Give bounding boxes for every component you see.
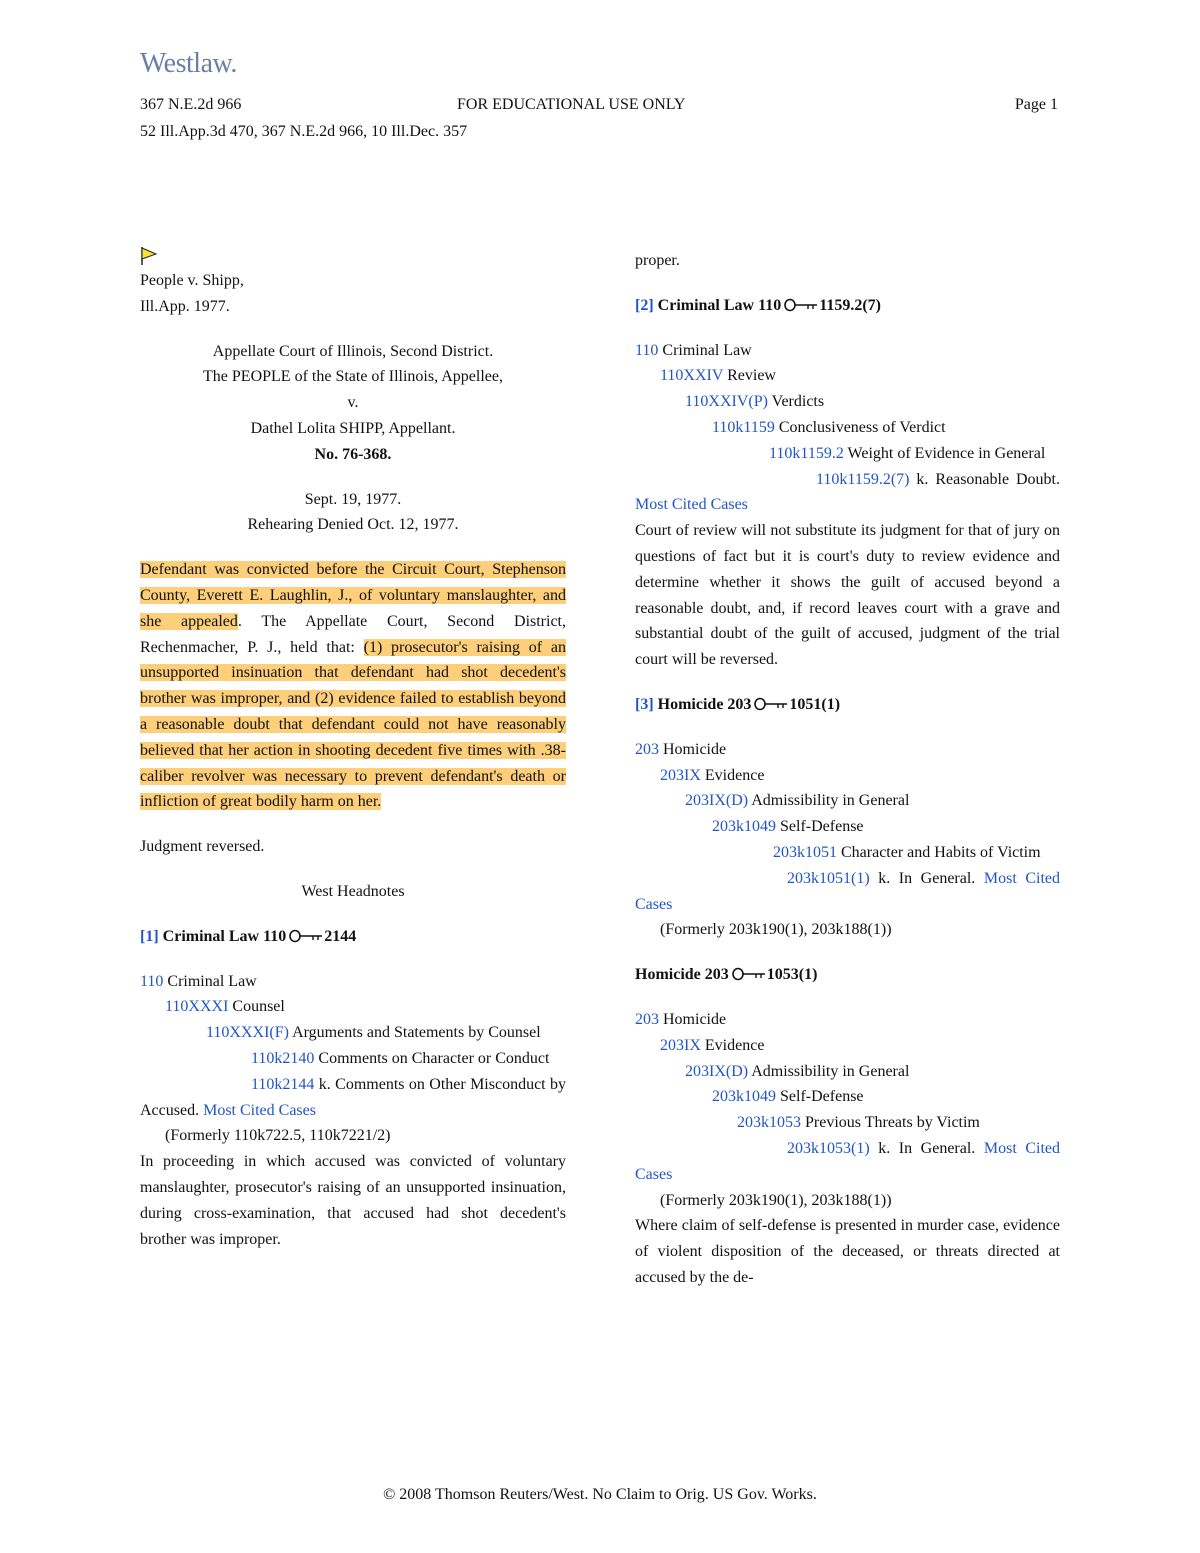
header-page: Page 1 xyxy=(1014,96,1058,113)
hn2-text: Court of review will not substitute its judgment for that of jury on questions of fact but it is court's duty to review evidence and determine whether it shows the guilt of accused beyond a reasonable doubt, and, if record leaves court with a grave and substantial doubt of the guilt of accused, judgment of the trial court will be reversed. xyxy=(635,522,1060,669)
hn2-level-3: 110XXIV(P) Verdicts xyxy=(685,393,825,411)
most-cited-cases-link[interactable]: Most Cited Cases xyxy=(635,869,1060,913)
parallel-citations: 52 Ill.App.3d 470, 367 N.E.2d 966, 10 Ill.Dec. 357 xyxy=(140,123,468,140)
most-cited-cases-link[interactable]: Most Cited Cases xyxy=(635,1139,1060,1183)
headnote-4-heading: Homicide 203 1053(1) xyxy=(635,966,818,984)
header-notice: FOR EDUCATIONAL USE ONLY xyxy=(457,96,686,113)
synopsis-highlight-1: Defendant was convicted before the Circuit Court, Stephenson County, Everett E. Laughlin, J., of voluntary manslaughter, and she appealed xyxy=(140,561,566,630)
headnote-1-link[interactable]: [1] xyxy=(140,927,159,945)
hn1-text: In proceeding in which accused was convicted of voluntary manslaughter, prosecutor's raising of an unsupported insinuation, during cross-examination, that accused had shot decedent's brother was improper. xyxy=(140,1153,566,1248)
synopsis xyxy=(140,557,566,815)
hn1-level-3: 110XXXI(F) Arguments and Statements by Counsel xyxy=(206,1024,541,1042)
headnote-2-link[interactable]: [2] xyxy=(635,296,654,314)
hn1-level-2: 110XXXI Counsel xyxy=(165,998,285,1016)
versus: v. xyxy=(347,394,359,412)
most-cited-cases-link[interactable]: Most Cited Cases xyxy=(635,496,748,514)
hn4-level-4: 203k1049 Self-Defense xyxy=(712,1088,864,1106)
hn4-level-6: 203k1053(1) k. In General. Most Cited Cases xyxy=(635,1139,1060,1183)
hn4-level-3: 203IX(D) Admissibility in General xyxy=(685,1062,910,1080)
headnote-1-heading: [1] Criminal Law 110 2144 xyxy=(140,927,357,945)
headnote-2-heading: [2] Criminal Law 110 1159.2(7) xyxy=(635,296,881,314)
hn3-level-4: 203k1049 Self-Defense xyxy=(712,818,864,836)
right-column xyxy=(635,248,1060,1291)
hn1-text-continued: proper. xyxy=(635,252,680,269)
synopsis-text: . The Appellate Court, Second District, Rechenmacher, P. J., held that: xyxy=(140,612,567,656)
hn3-formerly: (Formerly 203k190(1), 203k188(1)) xyxy=(660,921,892,939)
hn1-level-5: 110k2144 k. Comments on Other Misconduct by Accused. Most Cited Cases xyxy=(140,1075,566,1119)
synopsis-highlight-2: (1) prosecutor's raising of an unsupported insinuation that defendant had shot decedent's brother was improper, and (2) evidence failed to establish beyond a reasonable doubt that defendant could not have reasonably believed that her action in shooting decedent five times with .38-caliber revolver was necessary to prevent defendant's death or infliction of great bodily harm on her. xyxy=(140,638,566,811)
party-appellant: Dathel Lolita SHIPP, Appellant. xyxy=(250,419,456,437)
judgment-result: Judgment reversed. xyxy=(140,838,265,856)
hn2-level-2: 110XXIV Review xyxy=(660,367,776,385)
key-number-icon xyxy=(289,929,323,943)
case-short-title: People v. Shipp, xyxy=(140,272,244,289)
hn1-level-4: 110k2140 Comments on Character or Conduct xyxy=(251,1049,550,1067)
most-cited-cases-link[interactable]: Most Cited Cases xyxy=(203,1101,316,1119)
hn4-formerly: (Formerly 203k190(1), 203k188(1)) xyxy=(660,1191,892,1209)
key-number-icon xyxy=(784,298,818,312)
hn2-level-4: 110k1159 Conclusiveness of Verdict xyxy=(712,418,946,436)
party-appellee: The PEOPLE of the State of Illinois, Appellee, xyxy=(203,368,503,386)
court-name: Appellate Court of Illinois, Second District. xyxy=(212,342,494,360)
header-citation: 367 N.E.2d 966 xyxy=(140,96,242,113)
rehearing-date: Rehearing Denied Oct. 12, 1977. xyxy=(247,516,459,534)
key-number-icon xyxy=(754,697,788,711)
hn3-level-1: 203 Homicide xyxy=(635,740,727,758)
hn3-level-6: 203k1051(1) k. In General. Most Cited Cases xyxy=(635,869,1060,913)
hn2-level-5: 110k1159.2 Weight of Evidence in General xyxy=(769,444,1046,462)
hn2-level-6: 110k1159.2(7) k. Reasonable Doubt. Most Cited Cases xyxy=(635,470,1060,514)
headnote-3-link[interactable]: [3] xyxy=(635,695,654,713)
hn4-level-5: 203k1053 Previous Threats by Victim xyxy=(737,1114,980,1132)
headnotes-title: West Headnotes xyxy=(301,882,405,900)
hn1-level-1: 110 Criminal Law xyxy=(140,972,257,990)
copyright-footer: © 2008 Thomson Reuters/West. No Claim to Orig. US Gov. Works. xyxy=(383,1486,817,1503)
flag-icon xyxy=(140,246,158,266)
key-number-icon xyxy=(732,967,766,981)
hn4-text: Where claim of self-defense is presented in murder case, evidence of violent disposition of the deceased, or threats directed at accused by the de- xyxy=(635,1217,1060,1286)
hn4-level-2: 203IX Evidence xyxy=(660,1036,765,1054)
left-column xyxy=(140,246,566,1252)
case-short-court: Ill.App. 1977. xyxy=(140,297,230,315)
headnote-3-heading: [3] Homicide 203 1051(1) xyxy=(635,695,841,713)
decision-date: Sept. 19, 1977. xyxy=(304,490,402,508)
docket-number: No. 76-368. xyxy=(314,445,392,463)
logo-text: Westlaw. xyxy=(140,48,237,79)
hn3-level-5: 203k1051 Character and Habits of Victim xyxy=(773,843,1041,861)
hn4-level-1: 203 Homicide xyxy=(635,1010,727,1028)
hn3-level-2: 203IX Evidence xyxy=(660,766,765,784)
hn1-formerly: (Formerly 110k722.5, 110k7221/2) xyxy=(165,1127,391,1145)
hn2-level-1: 110 Criminal Law xyxy=(635,341,752,359)
hn3-level-3: 203IX(D) Admissibility in General xyxy=(685,792,910,810)
westlaw-logo xyxy=(140,48,237,82)
